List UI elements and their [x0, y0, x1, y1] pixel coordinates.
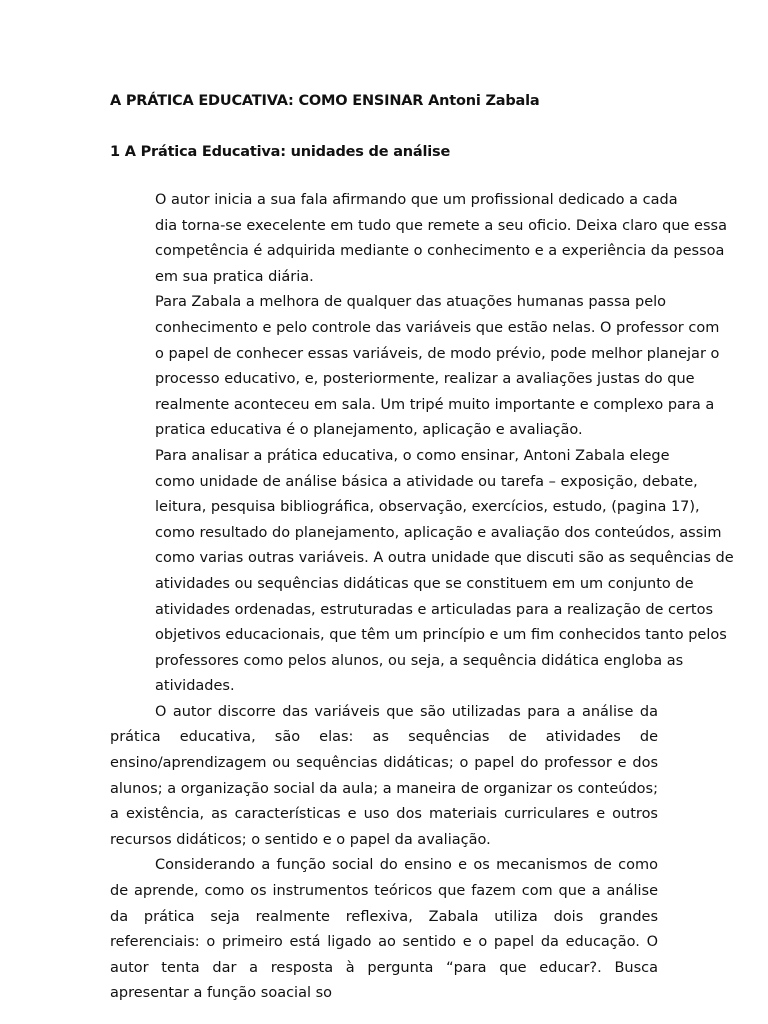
text-line: pratica educativa é o planejamento, aplicação e avaliação.: [155, 422, 583, 439]
text-line: o papel de conhecer essas variáveis, de modo prévio, pode melhor planejar o: [155, 345, 720, 362]
text-line: dia torna-se execelente em tudo que remete a seu oficio. Deixa claro que essa: [155, 217, 727, 234]
text-line: O autor inicia a sua fala afirmando que um profissional dedicado a cada: [155, 192, 678, 208]
paragraph-1: [110, 188, 727, 290]
text-line: objetivos educacionais, que têm um princípio e um fim conhecidos tanto pelos: [155, 627, 727, 644]
text-line: atividades ordenadas, estruturadas e articuladas para a realização de certos: [155, 601, 714, 618]
text-line: professores como pelos alunos, ou seja, a sequência didática engloba as: [155, 652, 684, 669]
text-line: leitura, pesquisa bibliográfica, observação, exercícios, estudo, (pagina 17),: [155, 499, 700, 516]
text-line: processo educativo, e, posteriormente, realizar a avaliações justas do que: [155, 371, 695, 388]
text-line: como unidade de análise básica a atividade ou tarefa – exposição, debate,: [155, 473, 698, 490]
document-body: [110, 188, 734, 1007]
text-line: em sua pratica diária.: [155, 268, 314, 285]
text-line: atividades ou sequências didáticas que se constituem em um conjunto de: [155, 575, 694, 592]
paragraph-5: Considerando a função social do ensino e os mecanismos de como de aprende, como os instrumentos teóricos que fazem com que a análise da prática seja realmente reflexiva, Zabala utiliza dois grandes referenciais: o primeiro está ligado ao sentido e o papel da educação. O autor tenta dar a resposta à pergunta “para que educar?. Busca apresentar a função soacial so: [110, 857, 658, 1002]
paragraph-3: [110, 444, 734, 700]
text-line: atividades.: [155, 678, 235, 695]
text-line: como resultado do planejamento, aplicação e avaliação dos conteúdos, assim: [155, 524, 722, 541]
document-page: [110, 90, 734, 1007]
paragraph-2: [110, 290, 720, 444]
text-line: Para Zabala a melhora de qualquer das atuações humanas passa pelo: [155, 294, 667, 311]
text-line: conhecimento e pelo controle das variáveis que estão nelas. O professor com: [155, 319, 720, 336]
text-line: competência é adquirida mediante o conhecimento e a experiência da pessoa: [155, 243, 725, 260]
section-title: 1 A Prática Educativa: unidades de análise: [110, 144, 451, 160]
text-line: Para analisar a prática educativa, o como ensinar, Antoni Zabala elege: [155, 447, 670, 464]
text-line: como varias outras variáveis. A outra unidade que discuti são as sequências de: [155, 550, 734, 567]
document-title: A PRÁTICA EDUCATIVA: COMO ENSINAR Antoni Zabala: [110, 93, 540, 109]
text-line: realmente aconteceu em sala. Um tripé muito importante e complexo para a: [155, 396, 715, 413]
paragraph-4: O autor discorre das variáveis que são utilizadas para a análise da prática educativa, são elas: as sequências de atividades de ensino/aprendizagem ou sequências didáticas; o papel do professor e dos alunos; a organização social da aula; a maneira de organizar os conteúdos; a existência, as características e uso dos materiais curriculares e outros recursos didáticos; o sentido e o papel da avaliação.: [110, 703, 658, 848]
